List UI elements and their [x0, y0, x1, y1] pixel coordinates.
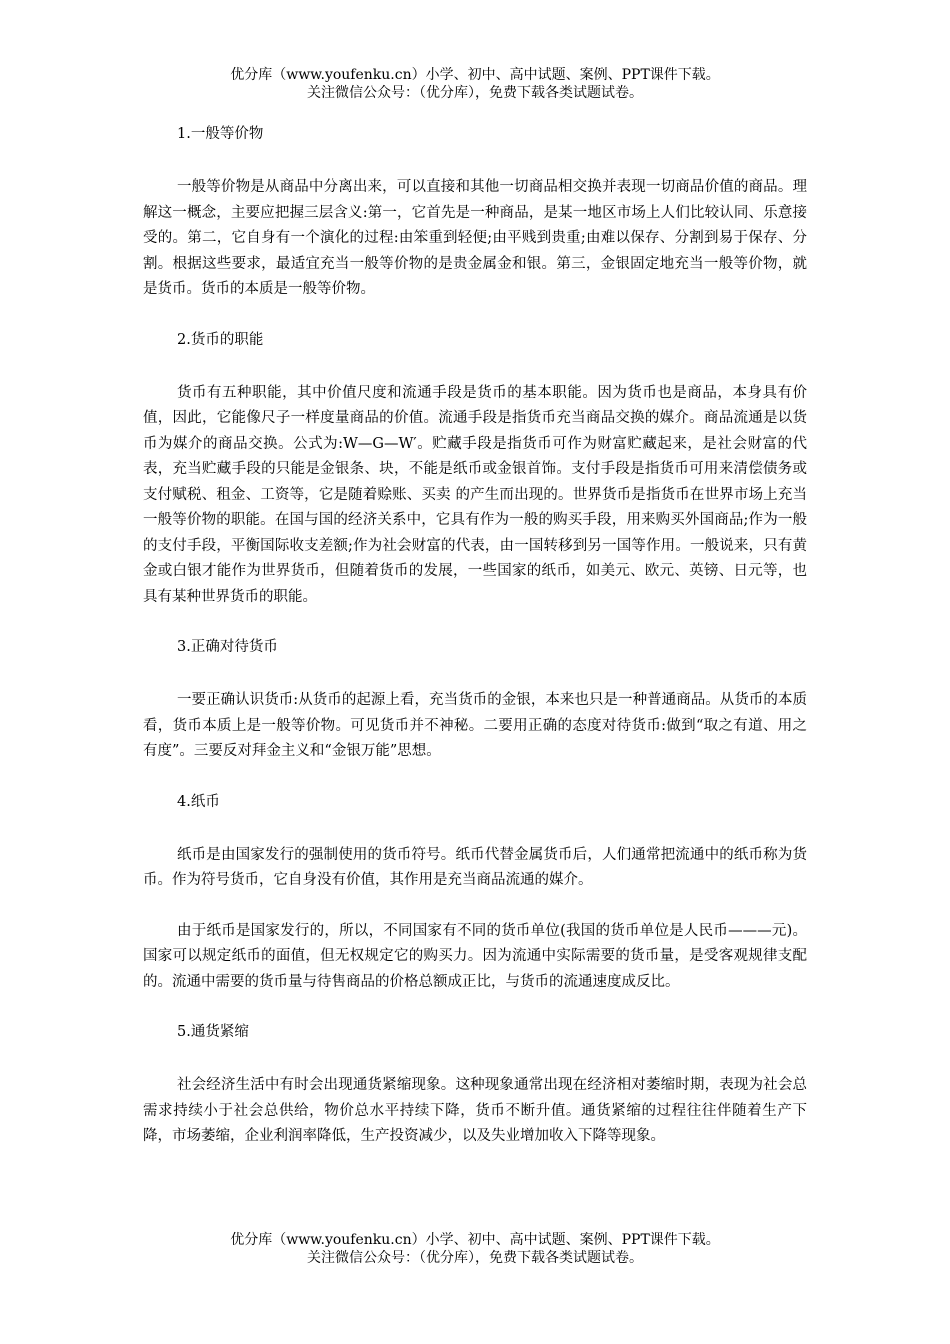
- section-heading: 5.通货紧缩: [177, 1024, 249, 1040]
- section-heading: 2.货币的职能: [177, 331, 264, 348]
- section-heading: 4.纸币: [177, 793, 220, 810]
- section-1: [143, 122, 807, 303]
- footer-line-1: 优分库（www.youfenku.cn）小学、初中、高中试题、案例、PPT课件下载。: [230, 1232, 720, 1248]
- section-3: [143, 635, 807, 765]
- section-heading: 1.一般等价物: [177, 126, 264, 142]
- page-header: [0, 66, 950, 102]
- paragraph: 社会经济生活中有时会出现通货紧缩现象。这种现象通常出现在经济相对萎缩时期，表现为社会总需求持续小于社会总供给，物价总水平持续下降，货币不断升值。通货紧缩的过程往往伴随着生产下降，市场萎缩，企业利润率降低，生产投资减少，以及失业增加收入下降等现象。: [143, 1077, 807, 1144]
- footer-line-2: 关注微信公众号：（优分库），免费下载各类试题试卷。: [307, 1250, 643, 1266]
- section-heading: 3.正确对待货币: [177, 639, 278, 655]
- section-4: [143, 790, 807, 996]
- paragraph: 纸币是由国家发行的强制使用的货币符号。纸币代替金属货币后，人们通常把流通中的纸币称为货币。作为符号货币，它自身没有价值，其作用是充当商品流通的媒介。: [143, 846, 807, 888]
- paragraph: 一要正确认识货币:从货币的起源上看，充当货币的金银，本来也只是一种普通商品。从货币的本质看，货币本质上是一般等价物。可见货币并不神秘。二要用正确的态度对待货币:做到“取之有道、用之有度”。三要反对拜金主义和“金银万能”思想。: [143, 692, 807, 759]
- header-line-2: 关注微信公众号：（优分库），免费下载各类试题试卷。: [307, 85, 643, 101]
- section-5: [143, 1020, 807, 1150]
- section-2: [143, 328, 807, 611]
- document-body: [143, 122, 807, 1175]
- page-footer: [0, 1231, 950, 1267]
- paragraph: 一般等价物是从商品中分离出来，可以直接和其他一切商品相交换并表现一切商品价值的商品。理解这一概念，主要应把握三层含义:第一，它首先是一种商品，是某一地区市场上人们比较认同、乐意接受的。第二，它自身有一个演化的过程:由笨重到轻便;由平贱到贵重;由难以保存、分割到易于保存、分割。根据这些要求，最适宜充当一般等价物的是贵金属金和银。第三，金银固定地充当一般等价物，就是货币。货币的本质是一般等价物。: [143, 179, 807, 297]
- paragraph: 货币有五种职能，其中价值尺度和流通手段是货币的基本职能。因为货币也是商品，本身具有价值，因此，它能像尺子一样度量商品的价值。流通手段是指货币充当商品交换的媒介。商品流通是以货币为媒介的商品交换。公式为:W—G—W′。贮藏手段是指货币可作为财富贮藏起来，是社会财富的代表，充当贮藏手段的只能是金银条、块，不能是纸币或金银首饰。支付手段是指货币可用来清偿债务或支付赋税、租金、工资等，它是随着赊账、买卖 的产生而出现的。世界货币是指货币在世界市场上充当一般等价物的职能。在国与国的经济关系中，它具有作为一般的购买手段，用来购买外国商品;作为一般的支付手段，平衡国际收支差额;作为社会财富的代表，由一国转移到另一国等作用。一般说来，只有黄金或白银才能作为世界货币，但随着货币的发展，一些国家的纸币，如美元、欧元、英镑、日元等，也具有某种世界货币的职能。: [143, 384, 807, 605]
- paragraph: 由于纸币是国家发行的，所以，不同国家有不同的货币单位(我国的货币单位是人民币———元)。国家可以规定纸币的面值，但无权规定它的购买力。因为流通中实际需要的货币量，是受客观规律支配的。流通中需要的货币量与待售商品的价格总额成正比，与货币的流通速度成反比。: [143, 922, 807, 990]
- header-line-1: 优分库（www.youfenku.cn）小学、初中、高中试题、案例、PPT课件下载。: [230, 67, 720, 83]
